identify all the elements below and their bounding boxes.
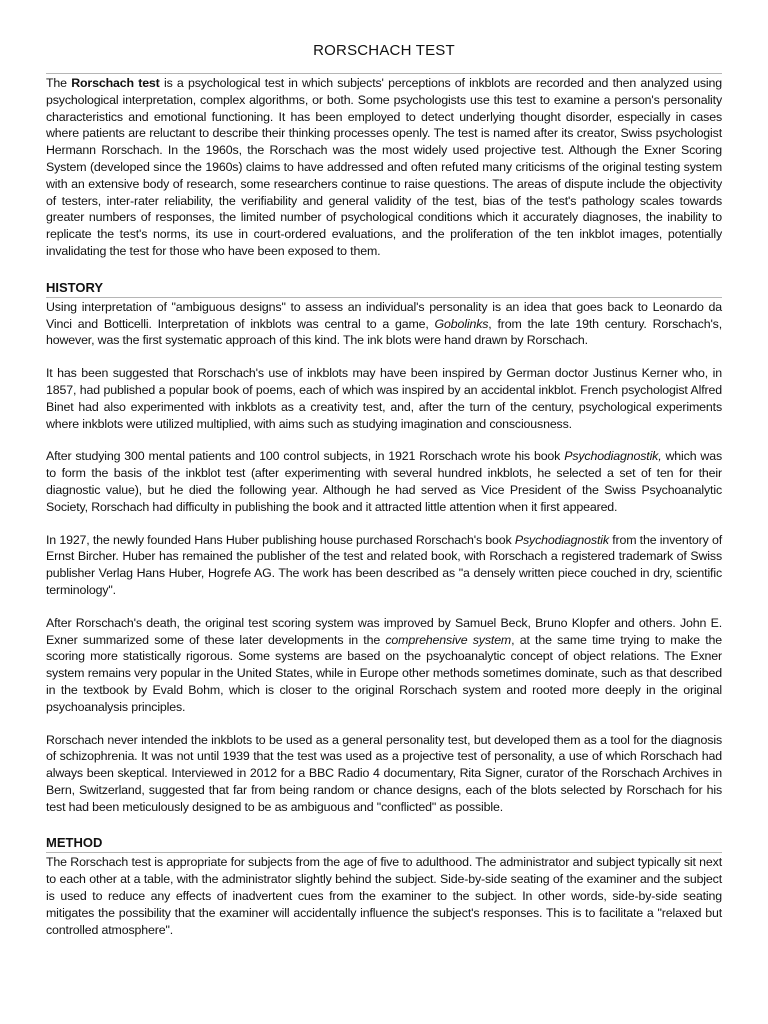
- text-run: After Rorschach's death, the original test scoring system was improved by Samuel Beck, Bruno Klopfer and others. John E. Exner summarized some of these later developments in the: [46, 615, 722, 647]
- history-paragraph-6: Rorschach never intended the inkblots to be used as a general personality test, but developed them as a tool for the diagnosis of schizophrenia. It was not until 1939 that the test was used as a projective test of personality, a use of which Rorschach had always been skeptical. Interviewed in 2012 for a BBC Radio 4 documentary, Rita Signer, curator of the Rorschach Archives in Bern, Switzerland, suggested that far from being random or chance designs, each of the blots selected by Rorschach for his test had been meticulously designed to be as ambiguous and "conflicted" as possible.: [46, 732, 722, 814]
- divider: [46, 852, 722, 853]
- page-title: RORSCHACH TEST: [313, 42, 455, 59]
- italic-term: comprehensive system: [385, 632, 512, 647]
- method-paragraph-1: The Rorschach test is appropriate for subjects from the age of five to adulthood. The administrator and subject typically sit next to each other at a table, with the administrator slightly behind the subject. Side-by-side seating of the examiner and the subject is used to reduce any effects of inadvertent cues from the examiner to the subject. In other words, side-by-side seating mitigates the possibility that the examiner will accidentally influence the subject's responses. This is to facilitate a "relaxed but controlled atmosphere".: [46, 855, 722, 937]
- history-paragraph-3: [46, 448, 722, 515]
- text-run: In 1927, the newly founded Hans Huber publishing house purchased Rorschach's book: [46, 532, 515, 547]
- method-section: [46, 854, 722, 938]
- history-paragraph-1: [46, 299, 722, 349]
- divider: [46, 73, 722, 74]
- italic-title: Psychodiagnostik,: [564, 449, 662, 464]
- text-run: , from the late 19th century. Rorschach's, however, was the first systematic approach of this kind. The ink blots were hand drawn by Rorschach.: [46, 316, 723, 348]
- divider: [46, 297, 722, 298]
- history-paragraph-2: It has been suggested that Rorschach's use of inkblots may have been inspired by German doctor Justinus Kerner who, in 1857, had published a popular book of poems, each of which was inspired by an accidental inkblot. French psychologist Alfred Binet had also experimented with inkblots as a creativity test, and, after the turn of the century, psychological experiments where inkblots were utilized multiplied, with aims such as studying imagination and consciousness.: [46, 366, 722, 431]
- text-run: , at the same time trying to make the scoring more statistically rigorous. Some systems are based on the psychoanalytic concept of object relations. The Exner system remains very popular in the United States, while in Europe other methods sometimes dominate, such as that described in the textbook by Evald Bohm, which is closer to the original Rorschach system and rooted more deeply in the original psychoanalysis principles.: [46, 632, 722, 714]
- method-heading: METHOD: [46, 835, 103, 851]
- text-run: from the inventory of Ernst Bircher. Huber has remained the publisher of the test and related book, with Rorschach a registered trademark of Swiss publisher Verlag Hans Huber, Hogrefe AG. The work has been described as "a densely written piece couched in dry, scientific terminology".: [46, 532, 722, 597]
- text-run: Using interpretation of "ambiguous designs" to assess an individual's personality is an idea that goes back to Leonardo da Vinci and Botticelli. Interpretation of inkblots was central to a game,: [46, 299, 722, 331]
- history-paragraph-5: [46, 615, 722, 716]
- intro-text: is a psychological test in which subjects' perceptions of inkblots are recorded and then analyzed using psychological interpretation, complex algorithms, or both. Some psychologists use this test to examine a person's personality characteristics and emotional functioning. It has been employed to detect underlying thought disorder, especially in cases where patients are reluctant to describe their thinking processes openly. The test is named after its creator, Swiss psychologist Hermann Rorschach. In the 1960s, the Rorschach was the most widely used projective test. Although the Exner Scoring System (developed since the 1960s) claims to have addressed and often refuted many criticisms of the original testing system with an extensive body of research, some researchers continue to raise questions. The areas of dispute include the objectivity of testers, inter-rater reliability, the verifiability and general validity of the test, bias of the test's pathology scales towards greater numbers of responses, the limited number of psychological conditions which it accurately diagnoses, the inability to replicate the test's norms, its use in court-ordered evaluations, and the proliferation of the ten inkblot images, potentially invalidating the test for those who have been exposed to them.: [46, 76, 722, 258]
- intro-term: Rorschach test: [71, 76, 160, 90]
- history-section: [46, 299, 722, 816]
- intro-paragraph: [46, 75, 722, 260]
- text-run: After studying 300 mental patients and 100 control subjects, in 1921 Rorschach wrote his book: [46, 449, 565, 464]
- italic-title: Psychodiagnostik: [514, 532, 609, 547]
- history-heading: HISTORY: [46, 279, 104, 295]
- intro-lead: The: [46, 76, 72, 90]
- text-run: which was to form the basis of the inkblot test (after experimenting with several hundred inkblots, he selected a set of ten for their diagnostic value), but he died the following year. Although he had served as Vice President of the Swiss Psychoanalytic Society, Rorschach had difficulty in publishing the book and it attracted little attention when it first appeared.: [46, 449, 722, 514]
- italic-title: Gobolinks: [434, 316, 489, 331]
- history-paragraph-4: [46, 532, 722, 599]
